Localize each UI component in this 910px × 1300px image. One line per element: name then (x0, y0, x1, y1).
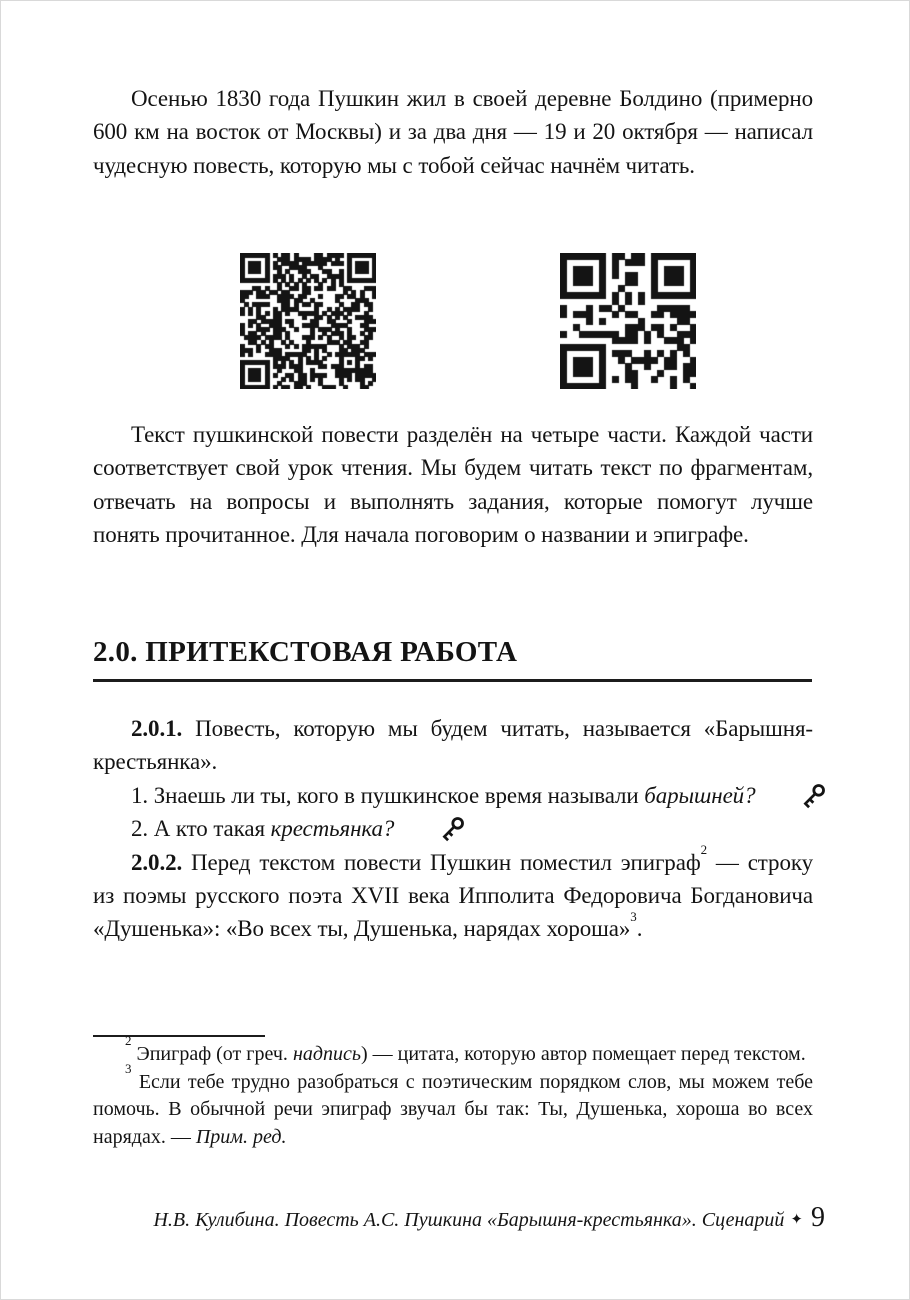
reading-paragraph (93, 418, 813, 552)
footnotes-block (93, 1033, 813, 1151)
task-text: Перед текстом повести Пушкин поместил эпиграф (182, 849, 701, 875)
tasks-block (93, 712, 813, 946)
page-number: 9 (811, 1202, 825, 1233)
footnote-2-marker: 2 (125, 1033, 132, 1049)
task-2-0-2 (93, 841, 813, 946)
task-text: Повесть, которую мы будем читать, называется «Барышня-крестьянка». (93, 716, 813, 775)
reading-paragraph-text: Текст пушкинской повести разделён на четыре части. Каждой части соответствует свой урок чтения. Мы будем читать текст по фрагментам, отвечать на вопросы и выполнять задания, которые помогут лучше понять прочитанное. Для начала поговорим о названии и эпиграфе. (93, 422, 813, 548)
footnote-separator-rule (93, 1035, 265, 1037)
footnote-ref-3: 3 (630, 908, 637, 924)
running-title: Н.В. Кулибина. Повесть А.С. Пушкина «Барышня-крестьянка». Сценарий (153, 1209, 785, 1231)
task-number: 2.0.1. (131, 716, 183, 741)
page-footer (93, 1202, 825, 1234)
four-pointed-star-icon: ✦ (790, 1210, 803, 1228)
footnote-3 (93, 1060, 813, 1152)
question-1 (93, 779, 813, 812)
task-number: 2.0.2. (131, 849, 183, 875)
question-1-term: барышней? (644, 782, 756, 808)
key-icon (401, 815, 428, 842)
task-text: . (636, 916, 643, 942)
task-text: — строку из поэмы русского поэта XVII века Ипполита Федоровича Богдановича «Душенька»: «Во всех ты, Душенька, нарядах хороша» (93, 849, 813, 942)
question-2 (93, 812, 813, 845)
question-2-text: 2. А кто такая (131, 816, 271, 842)
footnote-2-text: ) — цитата, которую автор помещает перед текстом. (360, 1043, 806, 1065)
footnote-2-term: надпись (292, 1043, 361, 1065)
intro-paragraph (93, 82, 813, 182)
task-2-0-1 (93, 712, 813, 779)
section-heading: 2.0. ПРИТЕКСТОВАЯ РАБОТА (93, 636, 518, 668)
footnote-2-text: Эпиграф (от греч. (131, 1043, 293, 1065)
footnote-3-editor-note: Прим. ред. (195, 1125, 287, 1148)
footnote-ref-2: 2 (700, 841, 708, 857)
qr-code-left (240, 253, 376, 389)
heading-rule (93, 679, 812, 682)
qr-code-right (560, 253, 696, 389)
key-icon (762, 782, 789, 809)
footnote-3-marker: 3 (125, 1060, 132, 1076)
question-1-text: 1. Знаешь ли ты, кого в пушкинское время называли (131, 782, 645, 808)
intro-paragraph-text: Осенью 1830 года Пушкин жил в своей деревне Болдино (примерно 600 км на восток от Москвы) и за два дня — 19 и 20 октября — написал чудесную повесть, которую мы с тобой сейчас начнём читать. (93, 86, 813, 178)
question-2-term: крестьянка? (270, 816, 395, 842)
footnote-3-text: Если тебе трудно разобраться с поэтическим порядком слов, мы можем тебе помочь. В обычной речи эпиграф звучал бы так: Ты, Душенька, хороша во всех нарядах. — (93, 1070, 813, 1148)
footnote-2 (93, 1033, 813, 1069)
